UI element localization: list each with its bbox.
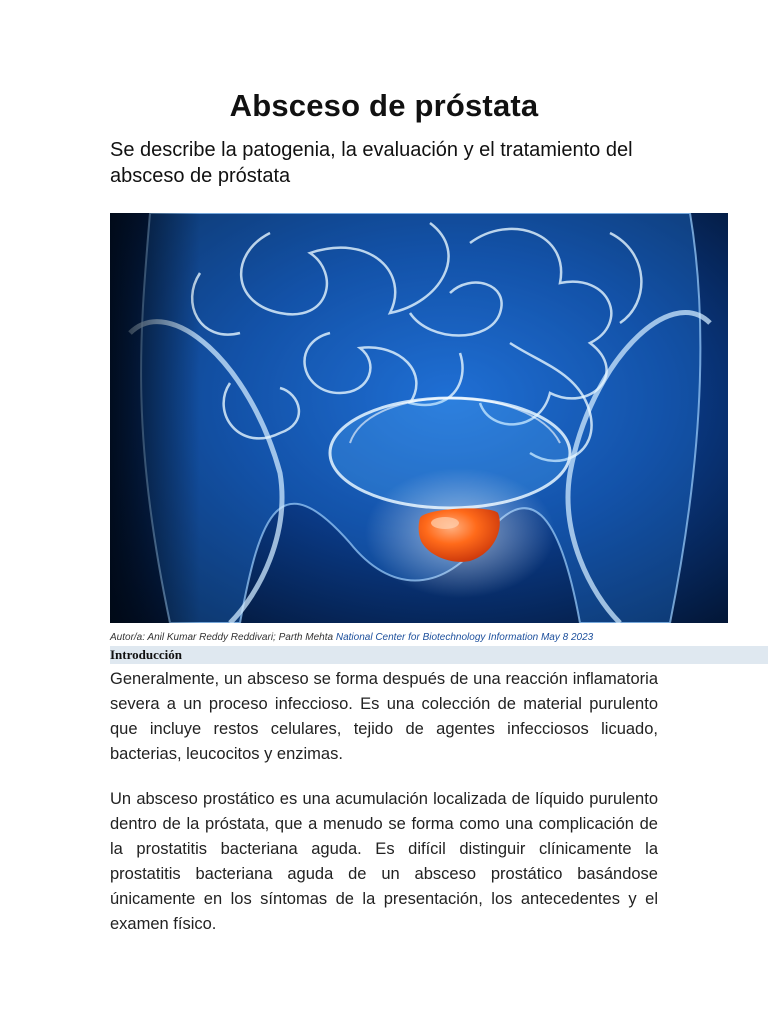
caption-authors: Autor/a: Anil Kumar Reddy Reddivari; Parth Mehta: [110, 632, 334, 643]
section-heading-bar: [110, 646, 768, 664]
paragraph-2: Un absceso prostático es una acumulación localizada de líquido purulento dentro de la próstata, que a menudo se forma como una complicación de la prostatitis bacteriana aguda. Es difícil distinguir clínicamente la prostatitis bacteriana aguda de un absceso prostático basándose únicamente en los síntomas de la presentación, los antecedentes y el examen físico.: [110, 790, 658, 933]
page-subtitle: Se describe la patogenia, la evaluación y el tratamiento del absceso de próstata: [110, 139, 633, 187]
page-title: Absceso de próstata: [229, 88, 539, 123]
image-caption: [110, 632, 750, 643]
prostate-anatomy-image: [110, 213, 728, 623]
caption-source: National Center for Biotechnology Information May 8 2023: [335, 632, 594, 643]
paragraph-1: Generalmente, un absceso se forma después de una reacción inflamatoria severa a un proceso infeccioso. Es una colección de material purulento que incluye restos celulares, tejido de agentes infecciosos licuado, bacterias, leucocitos y enzimas.: [110, 670, 658, 763]
section-heading: Introducción: [110, 647, 182, 662]
prostate-anatomy-illustration-icon: [110, 213, 728, 623]
